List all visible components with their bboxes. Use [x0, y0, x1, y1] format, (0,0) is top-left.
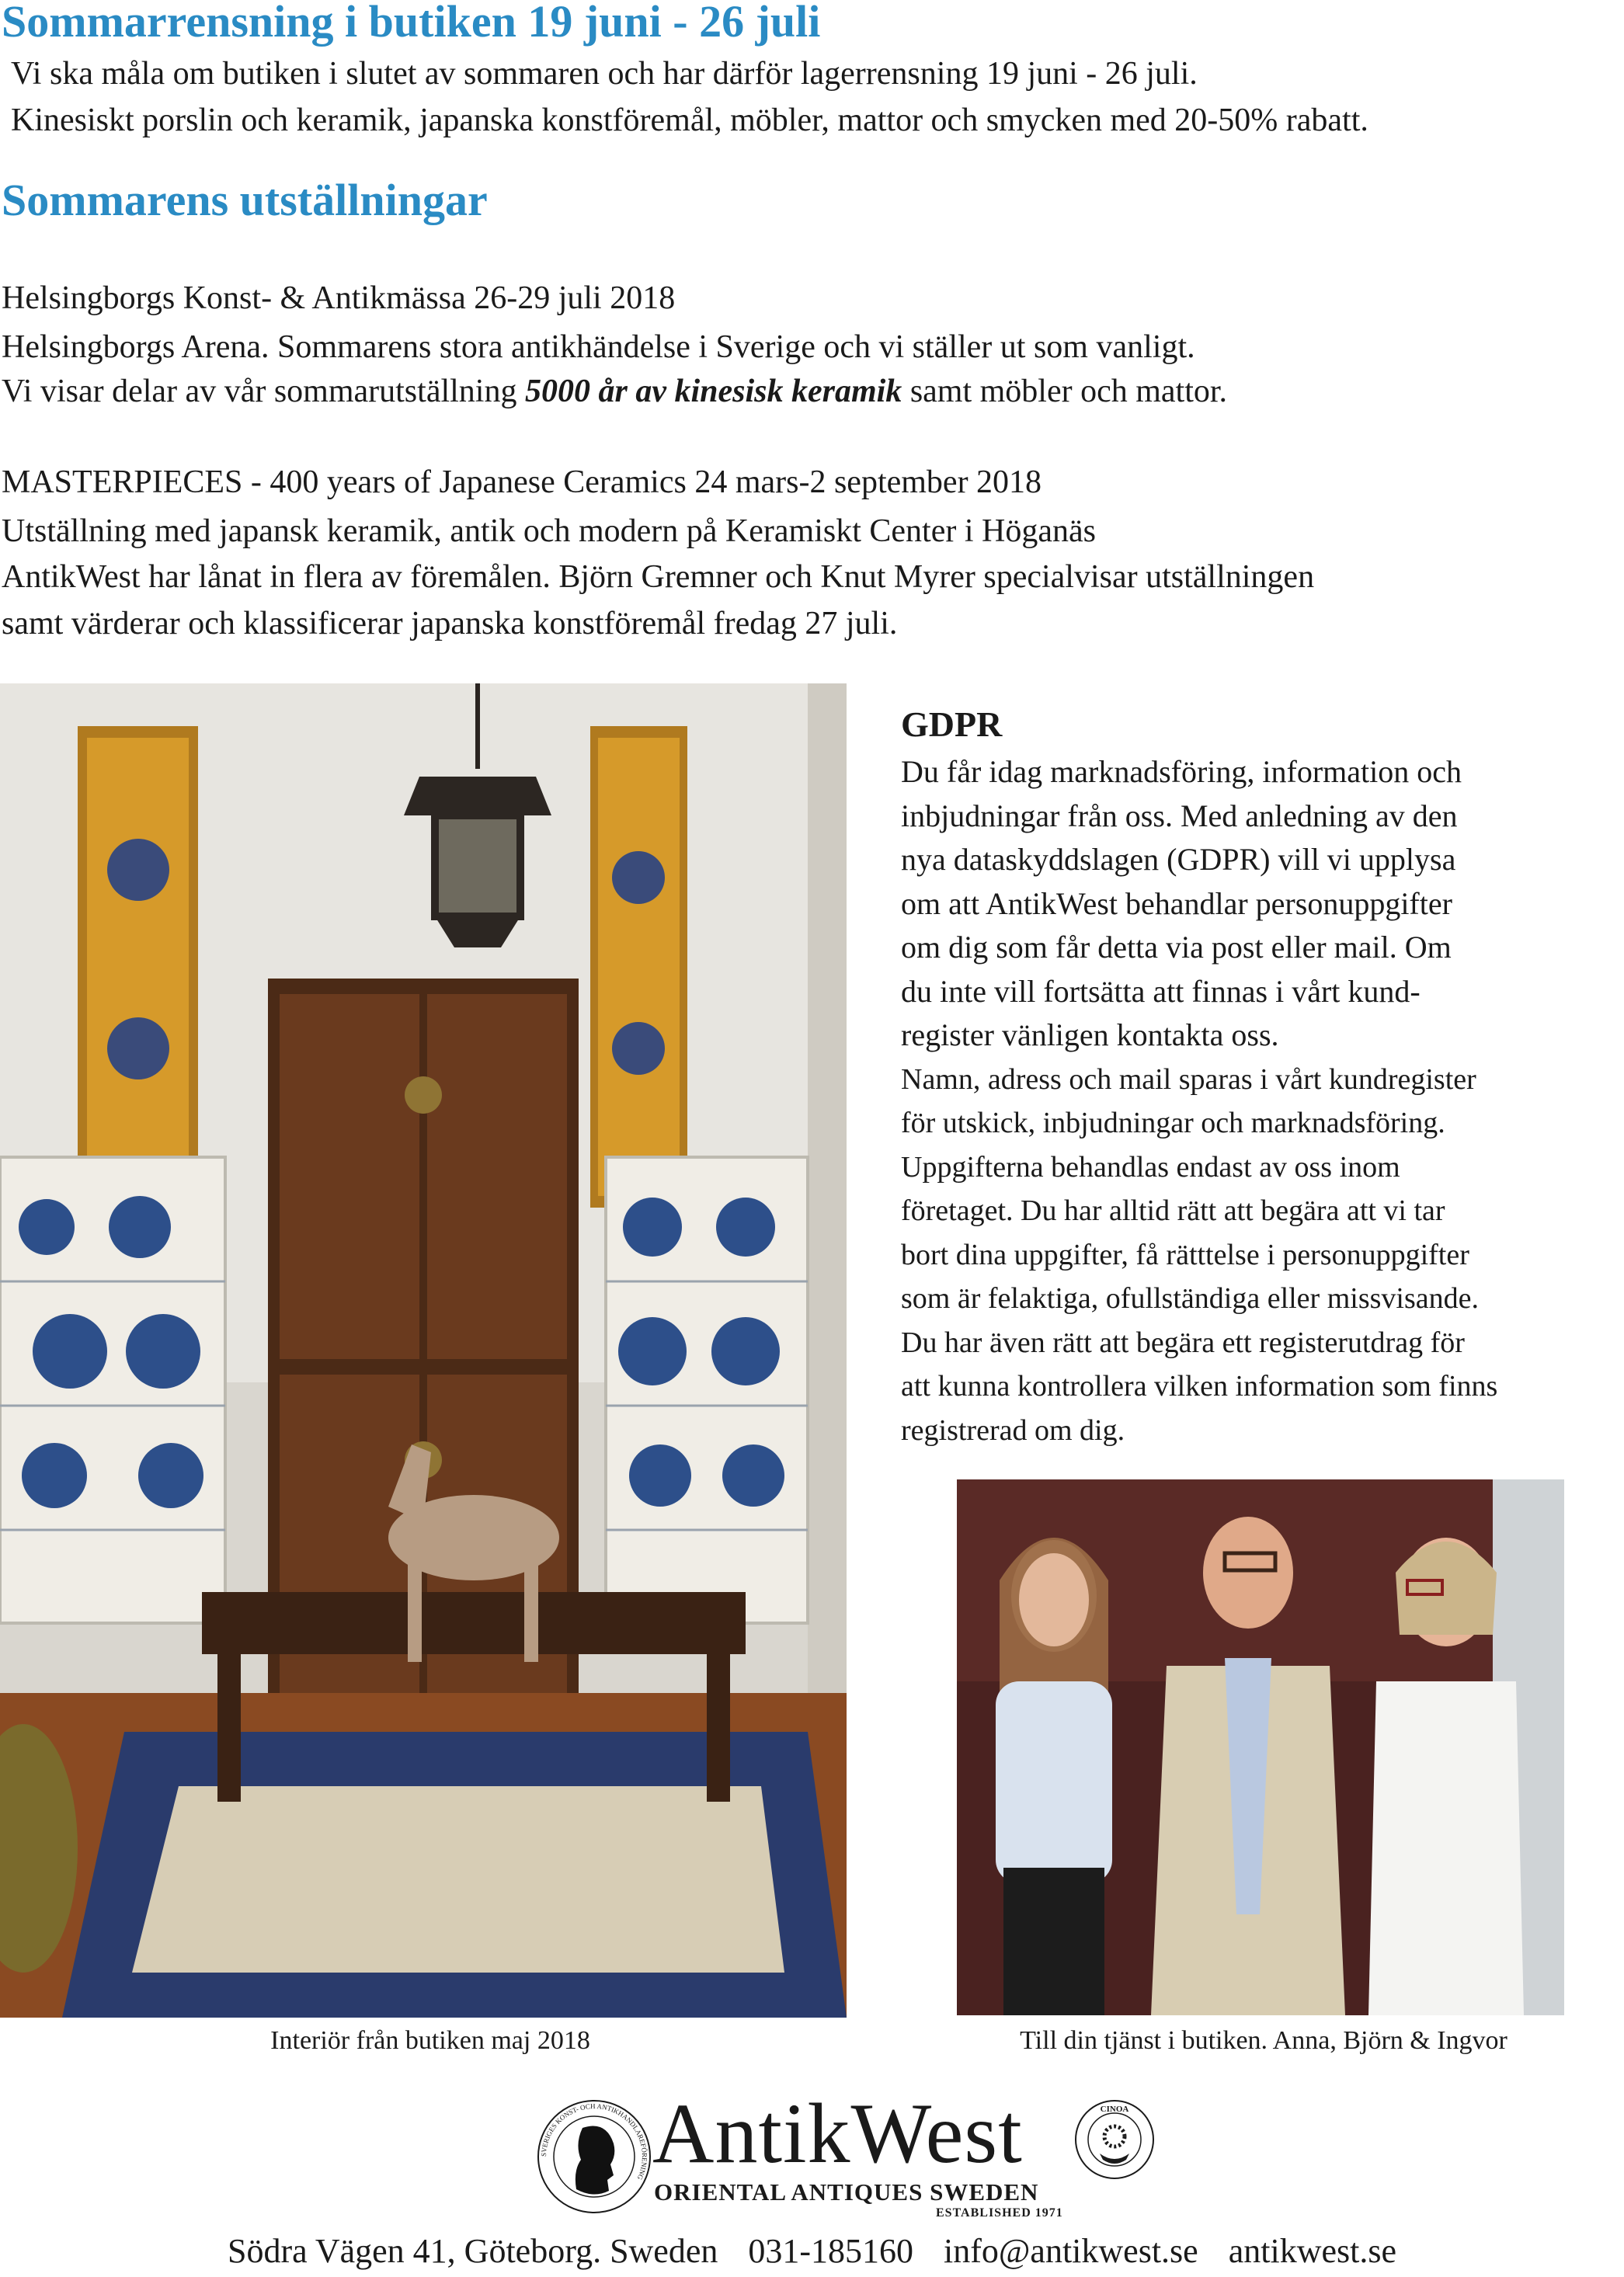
staff-caption: Till din tjänst i butiken. Anna, Björn & Ingvor [1020, 2026, 1508, 2055]
exhibitions-title: Sommarens utställningar [2, 175, 488, 225]
helsingborg-line-3-pre: Vi visar delar av vår sommarutställning [2, 374, 525, 409]
sale-title: Sommarrensning i butiken 19 juni - 26 juli [2, 0, 821, 47]
gdpr-line: registrerad om dig. [901, 1413, 1125, 1447]
gdpr-line: som är felaktiga, ofullständiga eller missvisande. [901, 1282, 1479, 1315]
footer-phone: 031-185160 [748, 2232, 914, 2270]
gdpr-line: att kunna kontrollera vilken information som finns [901, 1370, 1498, 1403]
helsingborg-line-3-post: samt möbler och mattor. [902, 374, 1228, 409]
footer-email[interactable]: info@antikwest.se [944, 2232, 1198, 2270]
helsingborg-line-3 [2, 369, 1227, 414]
masterpieces-line-4: samt värderar och klassificerar japanska konstföremål fredag 27 juli. [2, 606, 898, 641]
gdpr-line: för utskick, inbjudningar och marknadsföring. [901, 1107, 1445, 1139]
gdpr-section [901, 699, 1608, 1452]
helsingborg-line-1: Helsingborgs Konst- & Antikmässa 26-29 juli 2018 [2, 280, 676, 316]
footer-website[interactable]: antikwest.se [1228, 2232, 1397, 2270]
gdpr-line: företaget. Du har alltid rätt att begära att vi tar [901, 1194, 1445, 1227]
interior-photo [0, 683, 847, 2018]
brand-tagline: ORIENTAL ANTIQUES SWEDEN [654, 2178, 1039, 2206]
gdpr-line: register vänligen kontakta oss. [901, 1017, 1279, 1052]
brand-name: AntikWest [652, 2086, 1023, 2181]
gdpr-line: du inte vill fortsätta att finnas i vårt kund- [901, 973, 1421, 1009]
staff-photo [957, 1479, 1564, 2015]
brand-established: ESTABLISHED 1971 [936, 2206, 1063, 2220]
gdpr-title: GDPR [901, 704, 1003, 744]
gdpr-line: om att AntikWest behandlar personuppgifter [901, 885, 1452, 921]
seal-right-text: CINOA [1100, 2105, 1129, 2114]
cinoa-seal [1072, 2093, 1157, 2194]
sale-line-2: Kinesiskt porslin och keramik, japanska konstföremål, möbler, mattor och smycken med 20-50% rabatt. [11, 103, 1368, 138]
gdpr-line: bort dina uppgifter, få rätttelse i personuppgifter [901, 1238, 1469, 1271]
antikwest-logo [536, 2086, 1157, 2233]
gdpr-line: inbjudningar från oss. Med anledning av den [901, 798, 1458, 833]
gdpr-line: Namn, adress och mail sparas i vårt kundregister [901, 1062, 1476, 1096]
masterpieces-line-2: Utställning med japansk keramik, antik och modern på Keramiskt Center i Höganäs [2, 513, 1096, 549]
gdpr-line: om dig som får detta via post eller mail. Om [901, 930, 1452, 965]
helsingborg-line-2: Helsingborgs Arena. Sommarens stora antikhändelse i Sverige och vi ställer ut som vanligt. [2, 329, 1195, 365]
association-seal [536, 2093, 652, 2221]
exhibition-name-emphasis: 5000 år av kinesisk keramik [524, 374, 902, 409]
sale-line-1: Vi ska måla om butiken i slutet av sommaren och har därför lagerrensning 19 juni - 26 juli. [11, 56, 1198, 92]
gdpr-line: Du har även rätt att begära ett registerutdrag för [901, 1326, 1465, 1359]
gdpr-line: Du får idag marknadsföring, information och [901, 754, 1462, 789]
gdpr-line: Uppgifterna behandlas endast av oss inom [901, 1150, 1400, 1184]
interior-caption: Interiör från butiken maj 2018 [270, 2026, 590, 2055]
masterpieces-line-1: MASTERPIECES - 400 years of Japanese Ceramics 24 mars-2 september 2018 [2, 464, 1042, 500]
seal-left-text: SVERIGES KONST- OCH ANTIKHANDLAREFÖRENING [539, 2101, 649, 2181]
contact-footer [0, 2230, 1624, 2272]
gdpr-line: nya dataskyddslagen (GDPR) vill vi upplysa [901, 842, 1456, 877]
masterpieces-line-3: AntikWest har lånat in flera av föremålen. Björn Gremner och Knut Myrer specialvisar utställningen [2, 559, 1315, 595]
footer-address: Södra Vägen 41, Göteborg. Sweden [227, 2232, 718, 2270]
